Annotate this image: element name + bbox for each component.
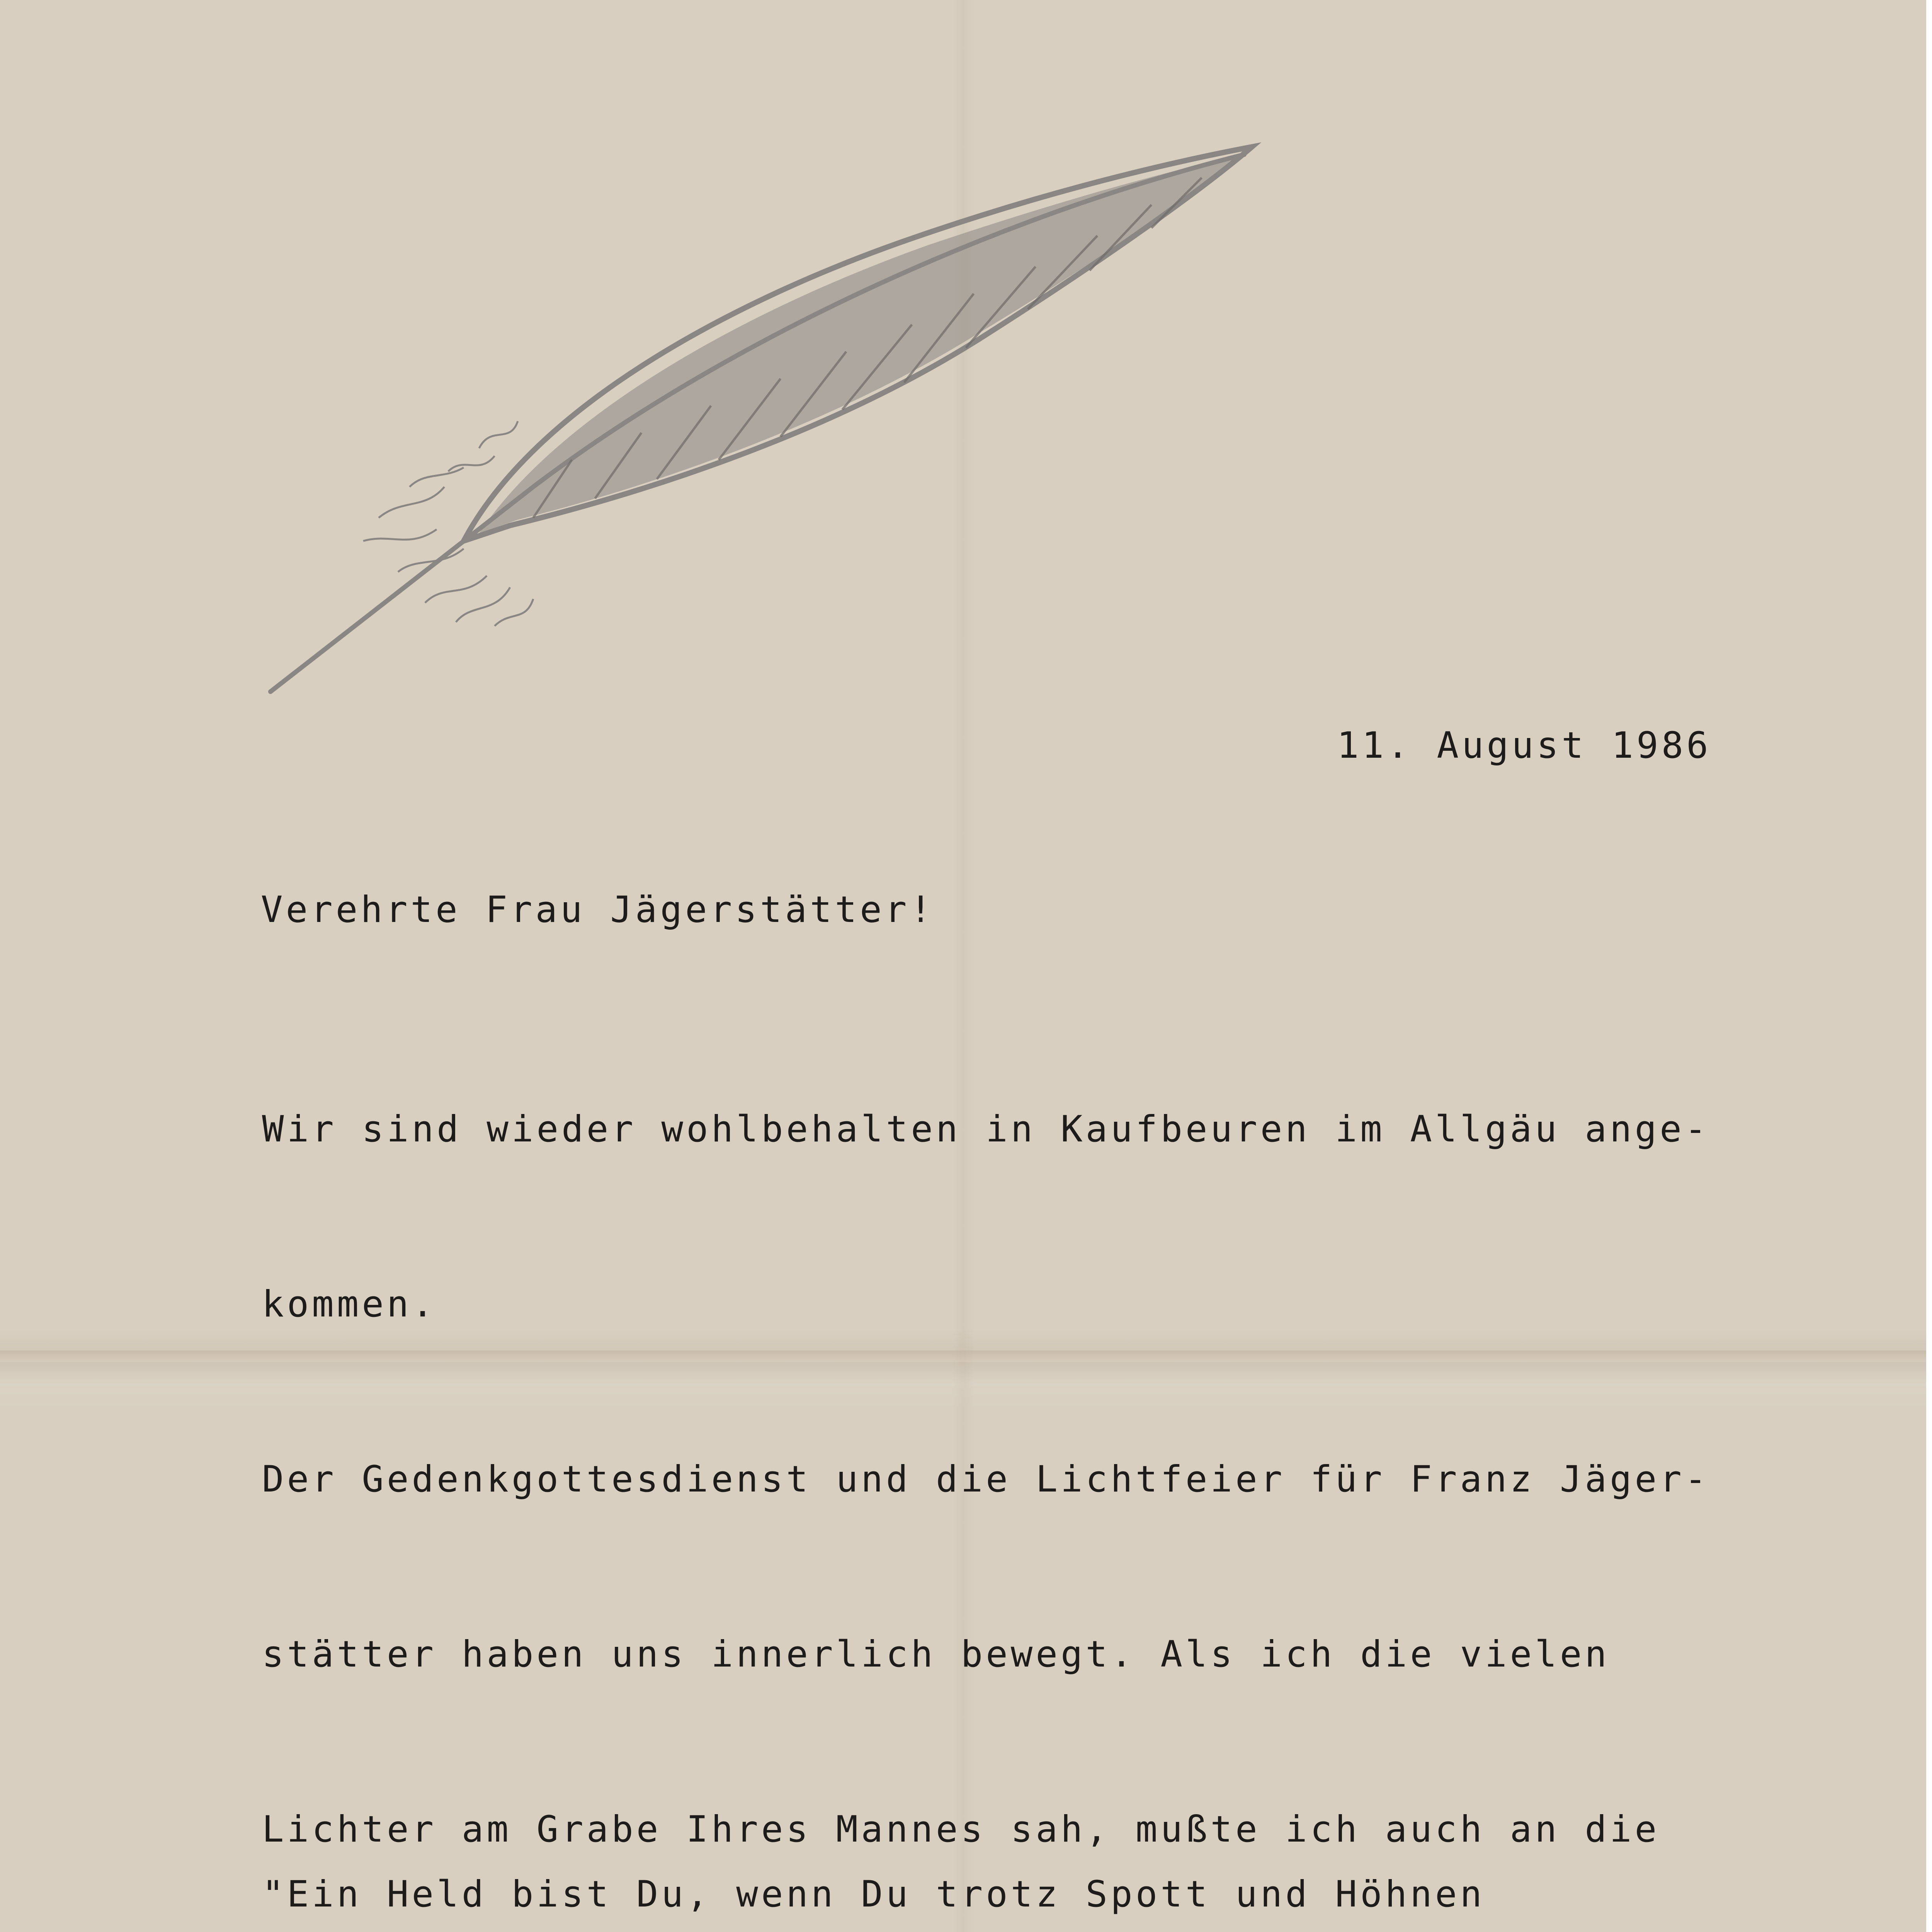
letter-quote xyxy=(262,1793,1485,1932)
letter-date: 11. August 1986 xyxy=(1337,724,1711,767)
body-line: kommen. xyxy=(262,1283,437,1325)
quote-line: "Ein Held bist Du, wenn Du trotz Spott und Höhnen xyxy=(262,1873,1485,1915)
body-line: Lichter am Grabe Ihres Mannes sah, mußte ich auch an die xyxy=(262,1808,1660,1850)
body-line: Wir sind wieder wohlbehalten in Kaufbeuren im Allgäu ange- xyxy=(262,1108,1710,1150)
feather-quill-illustration xyxy=(263,139,1267,699)
body-line: Der Gedenkgottesdienst und die Lichtfeier für Franz Jäger- xyxy=(262,1458,1710,1500)
body-line: stätter haben uns innerlich bewegt. Als ich die vielen xyxy=(262,1633,1610,1675)
letter-salutation: Verehrte Frau Jägerstätter! xyxy=(261,889,935,931)
letter-body xyxy=(262,983,1834,1932)
